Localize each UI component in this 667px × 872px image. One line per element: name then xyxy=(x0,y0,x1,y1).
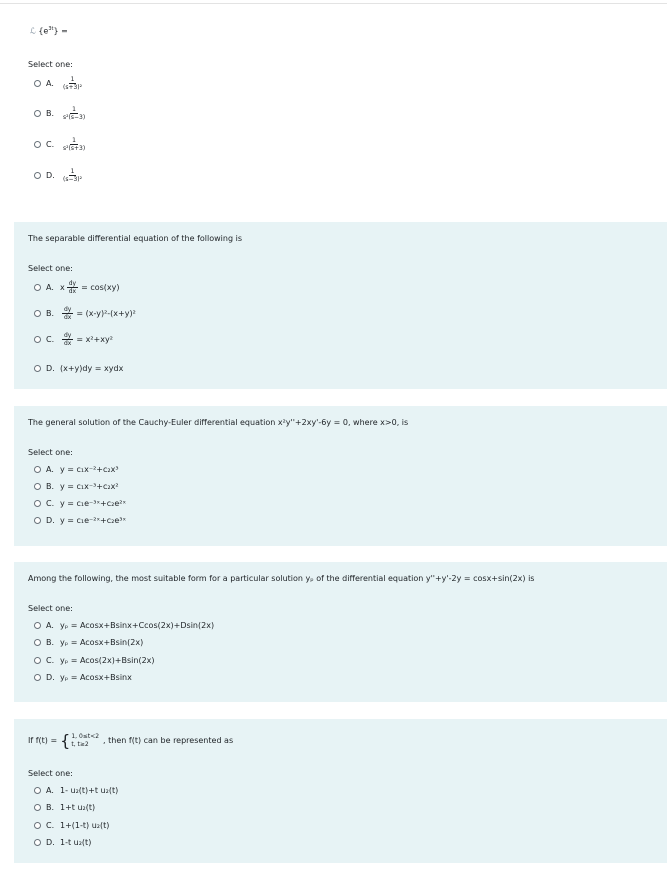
radio-button[interactable] xyxy=(34,657,41,664)
radio-button[interactable] xyxy=(34,804,41,811)
radio-button[interactable] xyxy=(34,622,41,629)
option-d[interactable]: D. y = c₁e⁻²ˣ+c₂e³ˣ xyxy=(34,516,126,525)
option-b[interactable]: B. $\frac{1}{\text{s²(s−3)}}$ xyxy=(34,106,86,121)
option-b[interactable]: B. yₚ = Acosx+Bsin(2x) xyxy=(34,638,143,647)
dy-dx-fraction: $\frac{dy}{dx}$ xyxy=(64,332,72,347)
fraction: $\frac{1}{\text{s²(s+3)}}$ xyxy=(63,137,86,152)
radio-button[interactable] xyxy=(34,674,41,681)
option-b[interactable]: B. y = c₁x⁻³+c₂x² xyxy=(34,482,119,491)
radio-button[interactable] xyxy=(34,466,41,473)
question-3-stem: The general solution of the Cauchy-Euler differential equation x²y''+2xy'-6y = 0, where x>0, is xyxy=(28,418,409,427)
radio-button[interactable] xyxy=(34,172,41,179)
radio-button[interactable] xyxy=(34,822,41,829)
radio-button[interactable] xyxy=(34,639,41,646)
radio-button[interactable] xyxy=(34,110,41,117)
question-1 xyxy=(14,14,667,204)
dy-dx-fraction: $\frac{dy}{dx}$ xyxy=(64,306,72,321)
radio-button[interactable] xyxy=(34,483,41,490)
question-1-stem: ℒ $\{e^{3t}\}$ = xyxy=(30,26,68,36)
option-c[interactable]: C. 1+(1-t) u₂(t) xyxy=(34,821,109,830)
radio-button[interactable] xyxy=(34,141,41,148)
fraction: $\frac{1}{\text{s²(s−3)}}$ xyxy=(63,106,86,121)
radio-button[interactable] xyxy=(34,500,41,507)
question-2-stem: The separable differential equation of the following is xyxy=(28,234,242,243)
question-2 xyxy=(14,222,667,389)
question-5 xyxy=(14,719,667,863)
radio-button[interactable] xyxy=(34,310,41,317)
option-d[interactable]: D. $\frac{1}{\text{(s−3)²}}$ xyxy=(34,168,83,183)
radio-button[interactable] xyxy=(34,284,41,291)
option-d[interactable]: D. 1-t u₂(t) xyxy=(34,838,91,847)
radio-button[interactable] xyxy=(34,787,41,794)
radio-button[interactable] xyxy=(34,517,41,524)
option-a[interactable]: A. yₚ = Acosx+Bsinx+Ccos(2x)+Dsin(2x) xyxy=(34,621,214,630)
select-one-label: Select one: xyxy=(28,60,73,69)
option-a[interactable]: A. $\frac{1}{\text{(s+3)²}}$ xyxy=(34,76,83,91)
option-c[interactable]: C. yₚ = Acos(2x)+Bsin(2x) xyxy=(34,656,155,665)
question-4-stem: Among the following, the most suitable form for a particular solution yₚ of the differential equation y''+y'-2y = cosx+sin(2x) is xyxy=(28,574,535,583)
question-5-stem: If f(t) = { 1, 0≤t<2 t, t≥2 , then f(t) can be represented as xyxy=(28,731,234,750)
option-c[interactable]: C. y = c₁e⁻³ˣ+c₂e²ˣ xyxy=(34,499,126,508)
option-a[interactable]: A. 1- u₂(t)+t u₂(t) xyxy=(34,786,118,795)
radio-button[interactable] xyxy=(34,336,41,343)
option-c[interactable]: C. $\frac{1}{\text{s²(s+3)}}$ xyxy=(34,137,86,152)
option-d[interactable]: D. (x+y)dy = xydx xyxy=(34,364,123,373)
radio-button[interactable] xyxy=(34,365,41,372)
option-d[interactable]: D. yₚ = Acosx+Bsinx xyxy=(34,673,132,682)
fraction: $\frac{1}{\text{(s−3)²}}$ xyxy=(63,168,83,183)
piecewise-cases: 1, 0≤t<2 t, t≥2 xyxy=(71,732,100,748)
top-divider xyxy=(0,3,667,4)
option-c[interactable]: C. $\frac{dy}{dx}$ = x²+xy² xyxy=(34,332,113,347)
select-one-label: Select one: xyxy=(28,769,73,778)
select-one-label: Select one: xyxy=(28,604,73,613)
fraction: $\frac{1}{\text{(s+3)²}}$ xyxy=(63,76,83,91)
question-4 xyxy=(14,562,667,702)
left-brace: { xyxy=(60,731,71,750)
select-one-label: Select one: xyxy=(28,448,73,457)
question-3 xyxy=(14,406,667,546)
option-b[interactable]: B. $\frac{dy}{dx}$ = (x-y)²-(x+y)² xyxy=(34,306,136,321)
option-b[interactable]: B. 1+t u₂(t) xyxy=(34,803,95,812)
option-a[interactable]: A. x $\frac{dy}{dx}$ = cos(xy) xyxy=(34,280,120,295)
dy-dx-fraction: $\frac{dy}{dx}$ xyxy=(68,280,77,295)
radio-button[interactable] xyxy=(34,839,41,846)
radio-button[interactable] xyxy=(34,80,41,87)
option-a[interactable]: A. y = c₁x⁻²+c₂x³ xyxy=(34,465,119,474)
select-one-label: Select one: xyxy=(28,264,73,273)
